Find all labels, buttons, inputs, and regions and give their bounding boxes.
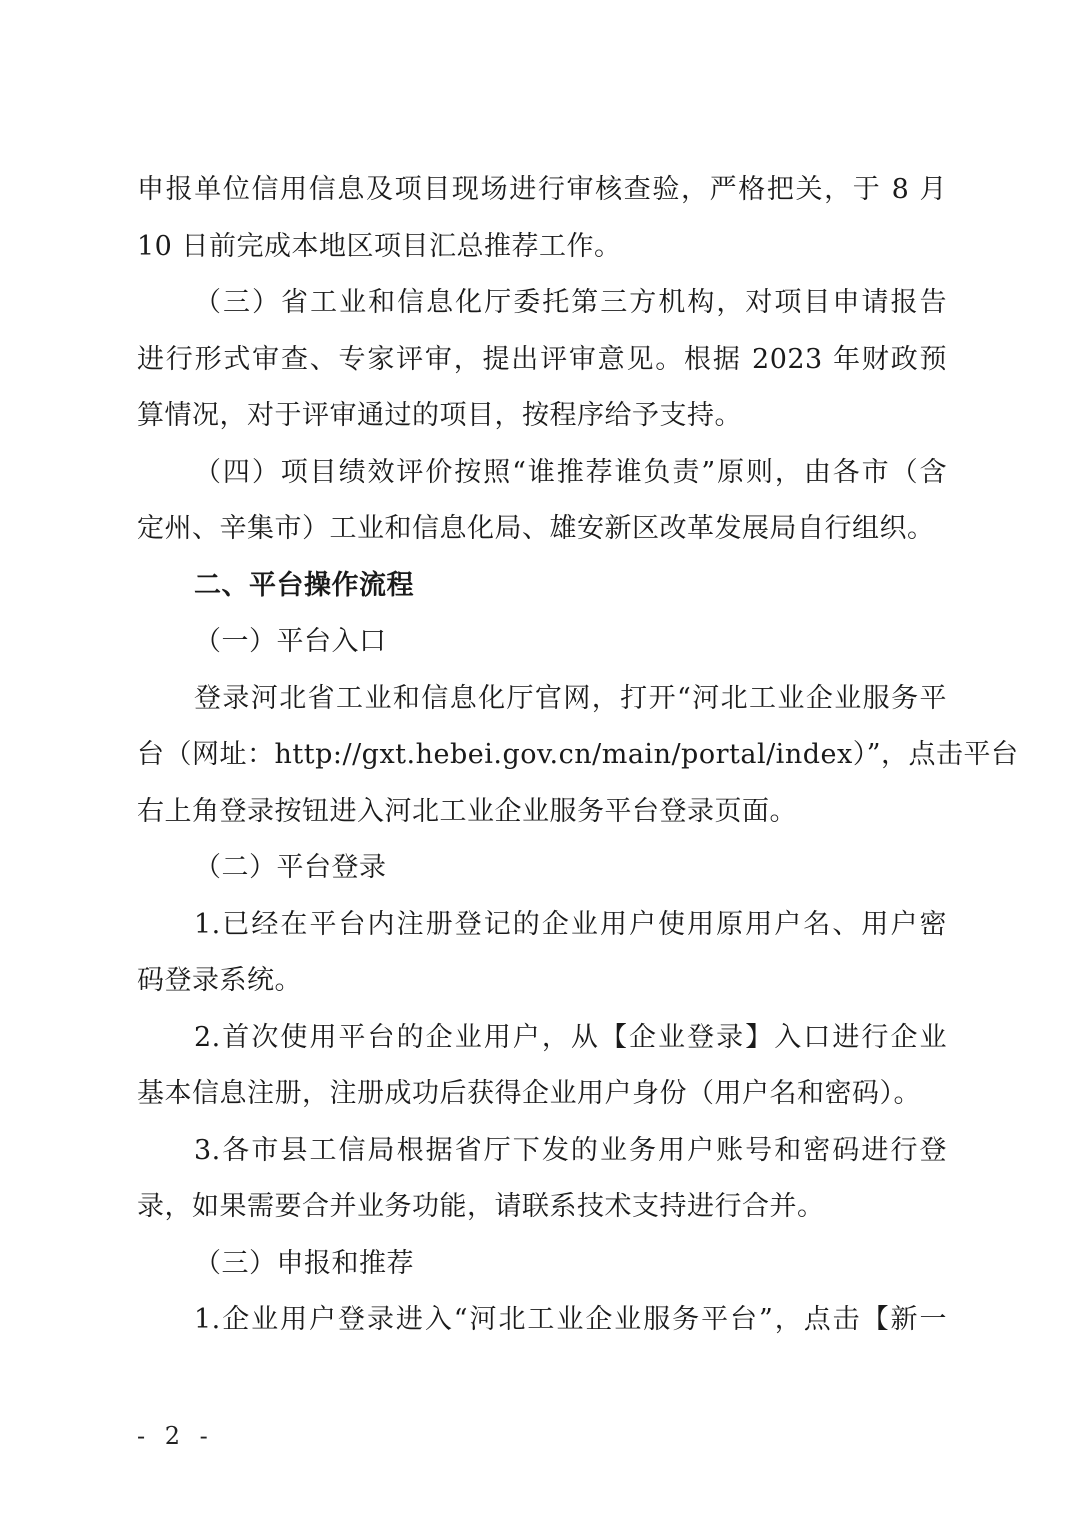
text-line: 定州、辛集市）工业和信息化局、雄安新区改革发展局自行组织。 [137,513,935,544]
text-line: 10 日前完成本地区项目汇总推荐工作。 [137,230,622,262]
text-line: 码登录系统。 [137,965,302,996]
text-line: 登录河北省工业和信息化厅官网，打开“河北工业企业服务平 [194,682,947,714]
text-line: 算情况，对于评审通过的项目，按程序给予支持。 [137,400,742,431]
text-line: 进行形式审查、专家评审，提出评审意见。根据 2023 年财政预 [137,343,947,375]
text-line: （三）申报和推荐 [194,1247,414,1279]
text-line: 2.首次使用平台的企业用户，从【企业登录】入口进行企业 [194,1021,947,1053]
text-line: （二）平台登录 [194,852,387,883]
text-line: （三）省工业和信息化厅委托第三方机构，对项目申请报告 [194,287,947,318]
text-line: 右上角登录按钮进入河北工业企业服务平台登录页面。 [137,795,797,827]
text-line: 3.各市县工信局根据省厅下发的业务用户账号和密码进行登 [194,1134,947,1166]
text-line: （一）平台入口 [194,626,387,657]
text-line: 申报单位信用信息及项目现场进行审核查验，严格把关，于 8 月 [137,174,947,205]
page-number: - 2 - [137,1422,214,1450]
text-line: 1.企业用户登录进入“河北工业企业服务平台”，点击【新一 [194,1304,947,1335]
text-line: 台（网址：http://gxt.hebei.gov.cn/main/portal/index）”，点击平台 [137,739,1019,770]
text-line: （四）项目绩效评价按照“谁推荐谁负责”原则，由各市（含 [194,456,947,488]
text-line: 基本信息注册，注册成功后获得企业用户身份（用户名和密码）。 [137,1078,921,1109]
section-heading: 二、平台操作流程 [194,569,414,601]
document-body [137,162,1019,1349]
text-line: 录，如果需要合并业务功能，请联系技术支持进行合并。 [137,1191,825,1222]
text-line: 1.已经在平台内注册登记的企业用户使用原用户名、用户密 [194,908,947,940]
